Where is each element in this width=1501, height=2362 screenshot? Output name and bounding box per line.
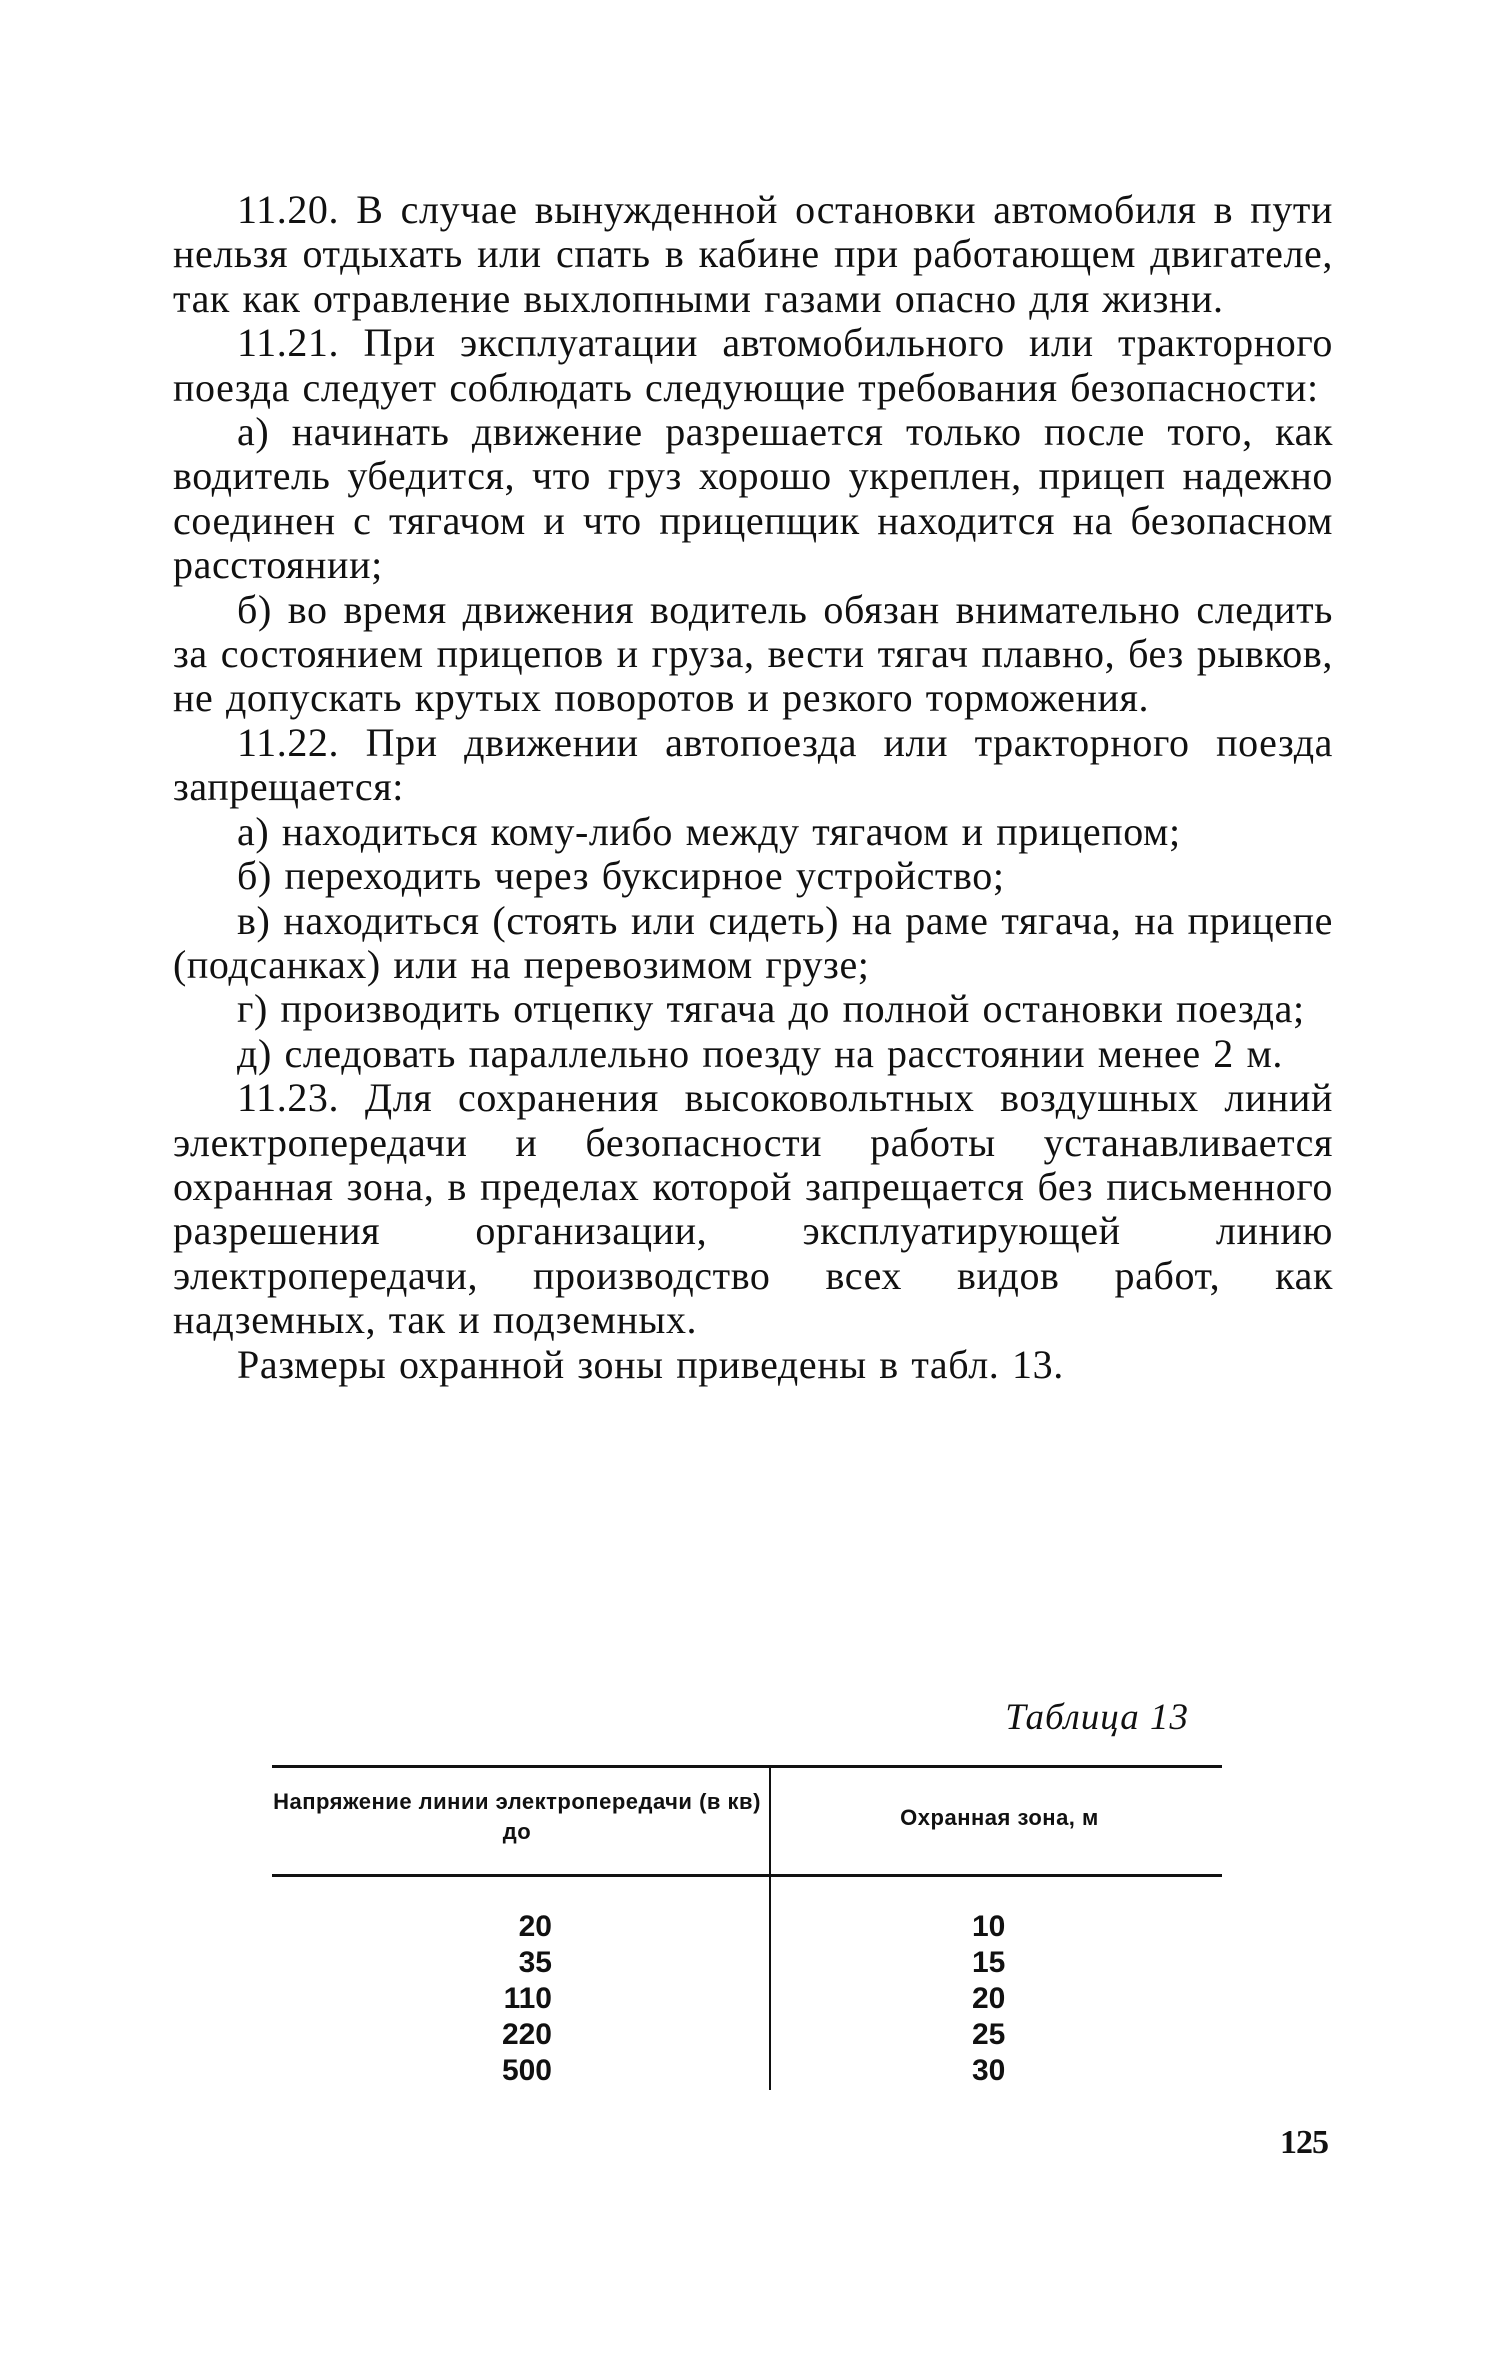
- paragraph-11-22-b: б) переходить через буксирное устройство;: [237, 853, 1005, 899]
- paragraph-11-22-v: в) находиться (стоять или сидеть) на раме тягача, на прицепе (подсанках) или на перевозимом грузе;: [173, 897, 1333, 987]
- voltage-cell: 220: [501, 2018, 552, 2051]
- paragraph-11-21-b: б) во время движения водитель обязан внимательно следить за состоянием прицепов и груза, вести тягач плавно, без рывков, не допускать крутых поворотов и резкого торможения.: [173, 586, 1333, 721]
- zone-cell: 25: [972, 2018, 1006, 2051]
- table-caption: Таблица 13: [1005, 1697, 1189, 1738]
- paragraph-11-22: 11.22. При движении автопоезда или тракторного поезда запрещается:: [173, 719, 1333, 810]
- voltage-cell: 20: [518, 1910, 552, 1943]
- table-header-rule: [272, 1874, 1222, 1877]
- paragraph-table-reference: Размеры охранной зоны приведены в табл. 13.: [237, 1341, 1064, 1387]
- page-number: 125: [1280, 2124, 1328, 2161]
- paragraph-11-22-d: д) следовать параллельно поезду на расстоянии менее 2 м.: [237, 1030, 1284, 1076]
- header-voltage: Напряжение линии электропередачи (в кв) до: [273, 1789, 761, 1844]
- voltage-cell: 110: [503, 1982, 552, 2015]
- paragraph-11-20: 11.20. В случае вынужденной остановки автомобиля в пути нельзя отдыхать или спать в кабине при работающем двигателе, так как отравление выхлопными газами опасно для жизни.: [173, 187, 1333, 321]
- table-top-rule: [272, 1765, 1222, 1768]
- header-zone: Охранная зона, м: [900, 1805, 1099, 1830]
- table-column-divider: [769, 1765, 771, 2090]
- voltage-cell: 35: [518, 1946, 552, 1979]
- paragraph-11-21-a: а) начинать движение разрешается только после того, как водитель убедится, что груз хорошо укреплен, прицеп надежно соединен с тягачом и что прицепщик находится на безопасном расстоянии;: [173, 409, 1333, 588]
- paragraph-11-22-g: г) производить отцепку тягача до полной остановки поезда;: [237, 986, 1305, 1032]
- body-text: [173, 188, 1333, 1387]
- protection-zone-table: [272, 1765, 1222, 2100]
- paragraph-11-23: 11.23. Для сохранения высоковольтных воздушных линий электропередачи и безопасности работы устанавливается охранная зона, в пределах которой запрещается без письменного разрешения организации, эксплуатирующей линию электропередачи, производство всех видов работ, как надземных, так и подземных.: [173, 1075, 1333, 1343]
- zone-cell: 15: [972, 1946, 1006, 1979]
- zone-cell: 20: [972, 1982, 1006, 2015]
- paragraph-11-22-a: а) находиться кому-либо между тягачом и прицепом;: [237, 808, 1181, 854]
- zone-cell: 30: [972, 2054, 1006, 2087]
- paragraph-11-21: 11.21. При эксплуатации автомобильного или тракторного поезда следует соблюдать следующие требования безопасности:: [173, 320, 1333, 410]
- column-zone: [972, 1909, 1032, 2089]
- voltage-cell: 500: [501, 2054, 552, 2087]
- column-voltage: [472, 1909, 552, 2089]
- zone-cell: 10: [972, 1910, 1006, 1943]
